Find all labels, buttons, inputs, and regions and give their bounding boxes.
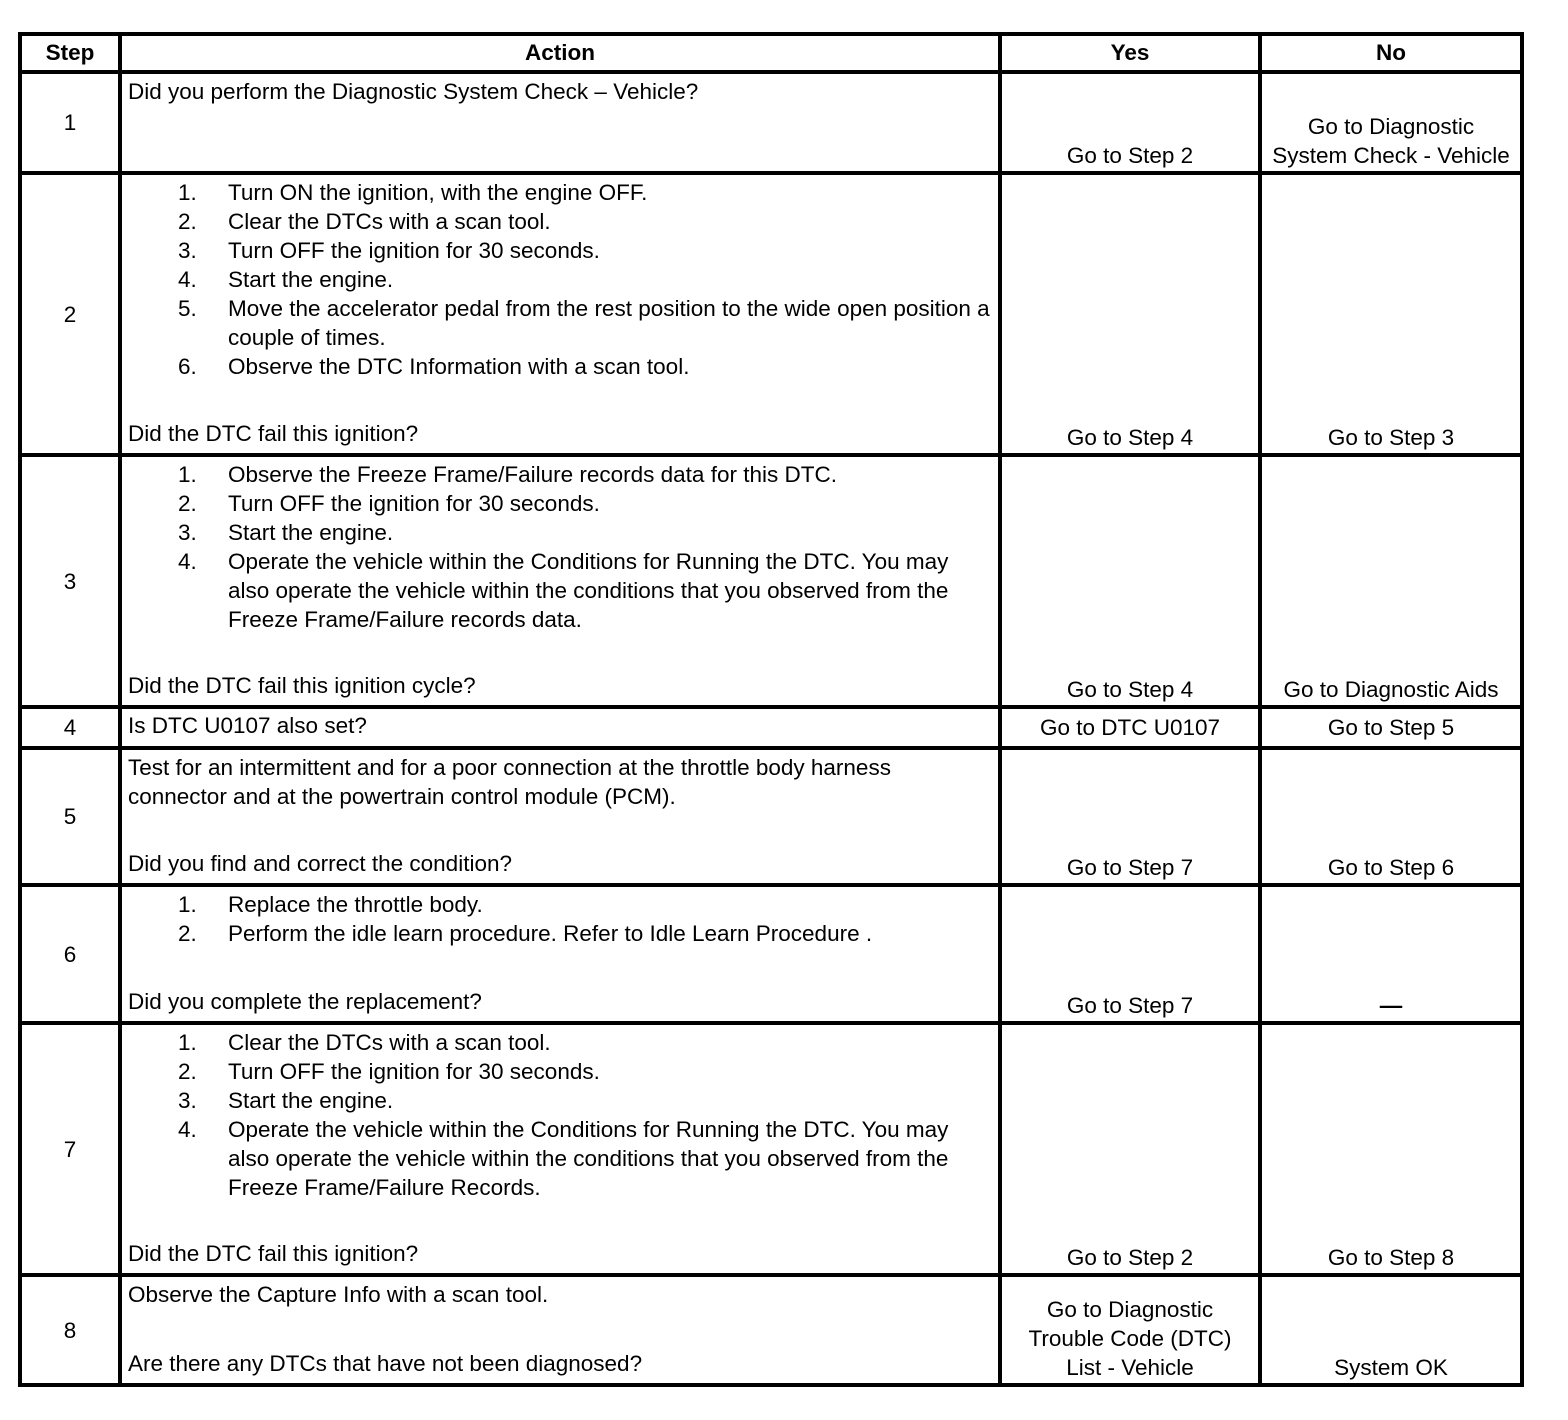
no-cell: Go to Step 6	[1260, 748, 1522, 885]
action-cell	[120, 707, 1000, 748]
list-item: 2. Clear the DTCs with a scan tool.	[178, 209, 551, 234]
action-cell	[120, 72, 1000, 173]
no-cell: Go to Diagnostic System Check - Vehicle	[1260, 72, 1522, 173]
table-row	[20, 1275, 1522, 1385]
action-text: Did you perform the Diagnostic System Check – Vehicle?	[128, 79, 699, 104]
question-text: Did the DTC fail this ignition?	[128, 1241, 419, 1266]
list-item: 4. Operate the vehicle within the Conditions for Running the DTC. You may also operate the vehicle within the conditions that you observed from the Freeze Frame/Failure Records.	[178, 1117, 949, 1200]
header-step: Step	[20, 34, 120, 72]
step-number: 8	[20, 1275, 120, 1385]
diagnostic-table	[18, 32, 1524, 1387]
action-cell	[120, 885, 1000, 1023]
table-row	[20, 1023, 1522, 1275]
action-text: Test for an intermittent and for a poor connection at the throttle body harness connector and at the powertrain control module (PCM).	[128, 755, 891, 809]
list-item: 1. Replace the throttle body.	[178, 892, 483, 917]
step-number: 4	[20, 707, 120, 748]
action-text: Is DTC U0107 also set?	[128, 713, 367, 738]
step-number: 3	[20, 455, 120, 707]
procedure-list	[128, 178, 992, 381]
yes-cell: Go to Step 7	[1000, 748, 1260, 885]
procedure-list	[128, 460, 992, 634]
list-item: 6. Observe the DTC Information with a scan tool.	[178, 354, 690, 379]
yes-cell: Go to Step 2	[1000, 1023, 1260, 1275]
question-text: Did the DTC fail this ignition?	[128, 421, 419, 446]
list-item: 5. Move the accelerator pedal from the rest position to the wide open position a couple of times.	[178, 296, 990, 350]
list-item: 1. Turn ON the ignition, with the engine OFF.	[178, 180, 648, 205]
header-action: Action	[120, 34, 1000, 72]
procedure-list	[128, 1028, 992, 1202]
table-row	[20, 748, 1522, 885]
table-row	[20, 173, 1522, 455]
table-row	[20, 455, 1522, 707]
header-row	[20, 34, 1522, 72]
no-cell: System OK	[1260, 1275, 1522, 1385]
action-cell	[120, 1023, 1000, 1275]
no-cell: Go to Step 8	[1260, 1023, 1522, 1275]
list-item: 1. Observe the Freeze Frame/Failure records data for this DTC.	[178, 462, 837, 487]
list-item: 3. Turn OFF the ignition for 30 seconds.	[178, 238, 600, 263]
action-cell	[120, 173, 1000, 455]
list-item: 1. Clear the DTCs with a scan tool.	[178, 1030, 551, 1055]
step-number: 7	[20, 1023, 120, 1275]
no-cell: Go to Step 3	[1260, 173, 1522, 455]
list-item: 4. Operate the vehicle within the Conditions for Running the DTC. You may also operate the vehicle within the conditions that you observed from the Freeze Frame/Failure records data.	[178, 549, 949, 632]
no-cell: Go to Diagnostic Aids	[1260, 455, 1522, 707]
action-cell	[120, 455, 1000, 707]
step-number: 2	[20, 173, 120, 455]
procedure-list	[128, 890, 992, 948]
question-text: Are there any DTCs that have not been diagnosed?	[128, 1351, 643, 1376]
list-item: 3. Start the engine.	[178, 520, 394, 545]
list-item: 2. Turn OFF the ignition for 30 seconds.	[178, 491, 600, 516]
step-number: 6	[20, 885, 120, 1023]
action-text: Observe the Capture Info with a scan tool.	[128, 1282, 549, 1307]
yes-cell: Go to Step 2	[1000, 72, 1260, 173]
no-cell: Go to Step 5	[1260, 707, 1522, 748]
table-row	[20, 885, 1522, 1023]
yes-cell: Go to Diagnostic Trouble Code (DTC) List - Vehicle	[1000, 1275, 1260, 1385]
question-text: Did you find and correct the condition?	[128, 851, 512, 876]
header-yes: Yes	[1000, 34, 1260, 72]
question-text: Did the DTC fail this ignition cycle?	[128, 673, 476, 698]
list-item: 4. Start the engine.	[178, 267, 394, 292]
step-number: 1	[20, 72, 120, 173]
list-item: 2. Turn OFF the ignition for 30 seconds.	[178, 1059, 600, 1084]
yes-cell: Go to Step 4	[1000, 173, 1260, 455]
action-cell	[120, 748, 1000, 885]
action-cell	[120, 1275, 1000, 1385]
yes-cell: Go to DTC U0107	[1000, 707, 1260, 748]
table-row	[20, 72, 1522, 173]
no-cell: —	[1260, 885, 1522, 1023]
list-item: 2. Perform the idle learn procedure. Refer to Idle Learn Procedure .	[178, 921, 873, 946]
table-row	[20, 707, 1522, 748]
yes-cell: Go to Step 4	[1000, 455, 1260, 707]
header-no: No	[1260, 34, 1522, 72]
yes-cell: Go to Step 7	[1000, 885, 1260, 1023]
step-number: 5	[20, 748, 120, 885]
question-text: Did you complete the replacement?	[128, 989, 482, 1014]
list-item: 3. Start the engine.	[178, 1088, 394, 1113]
